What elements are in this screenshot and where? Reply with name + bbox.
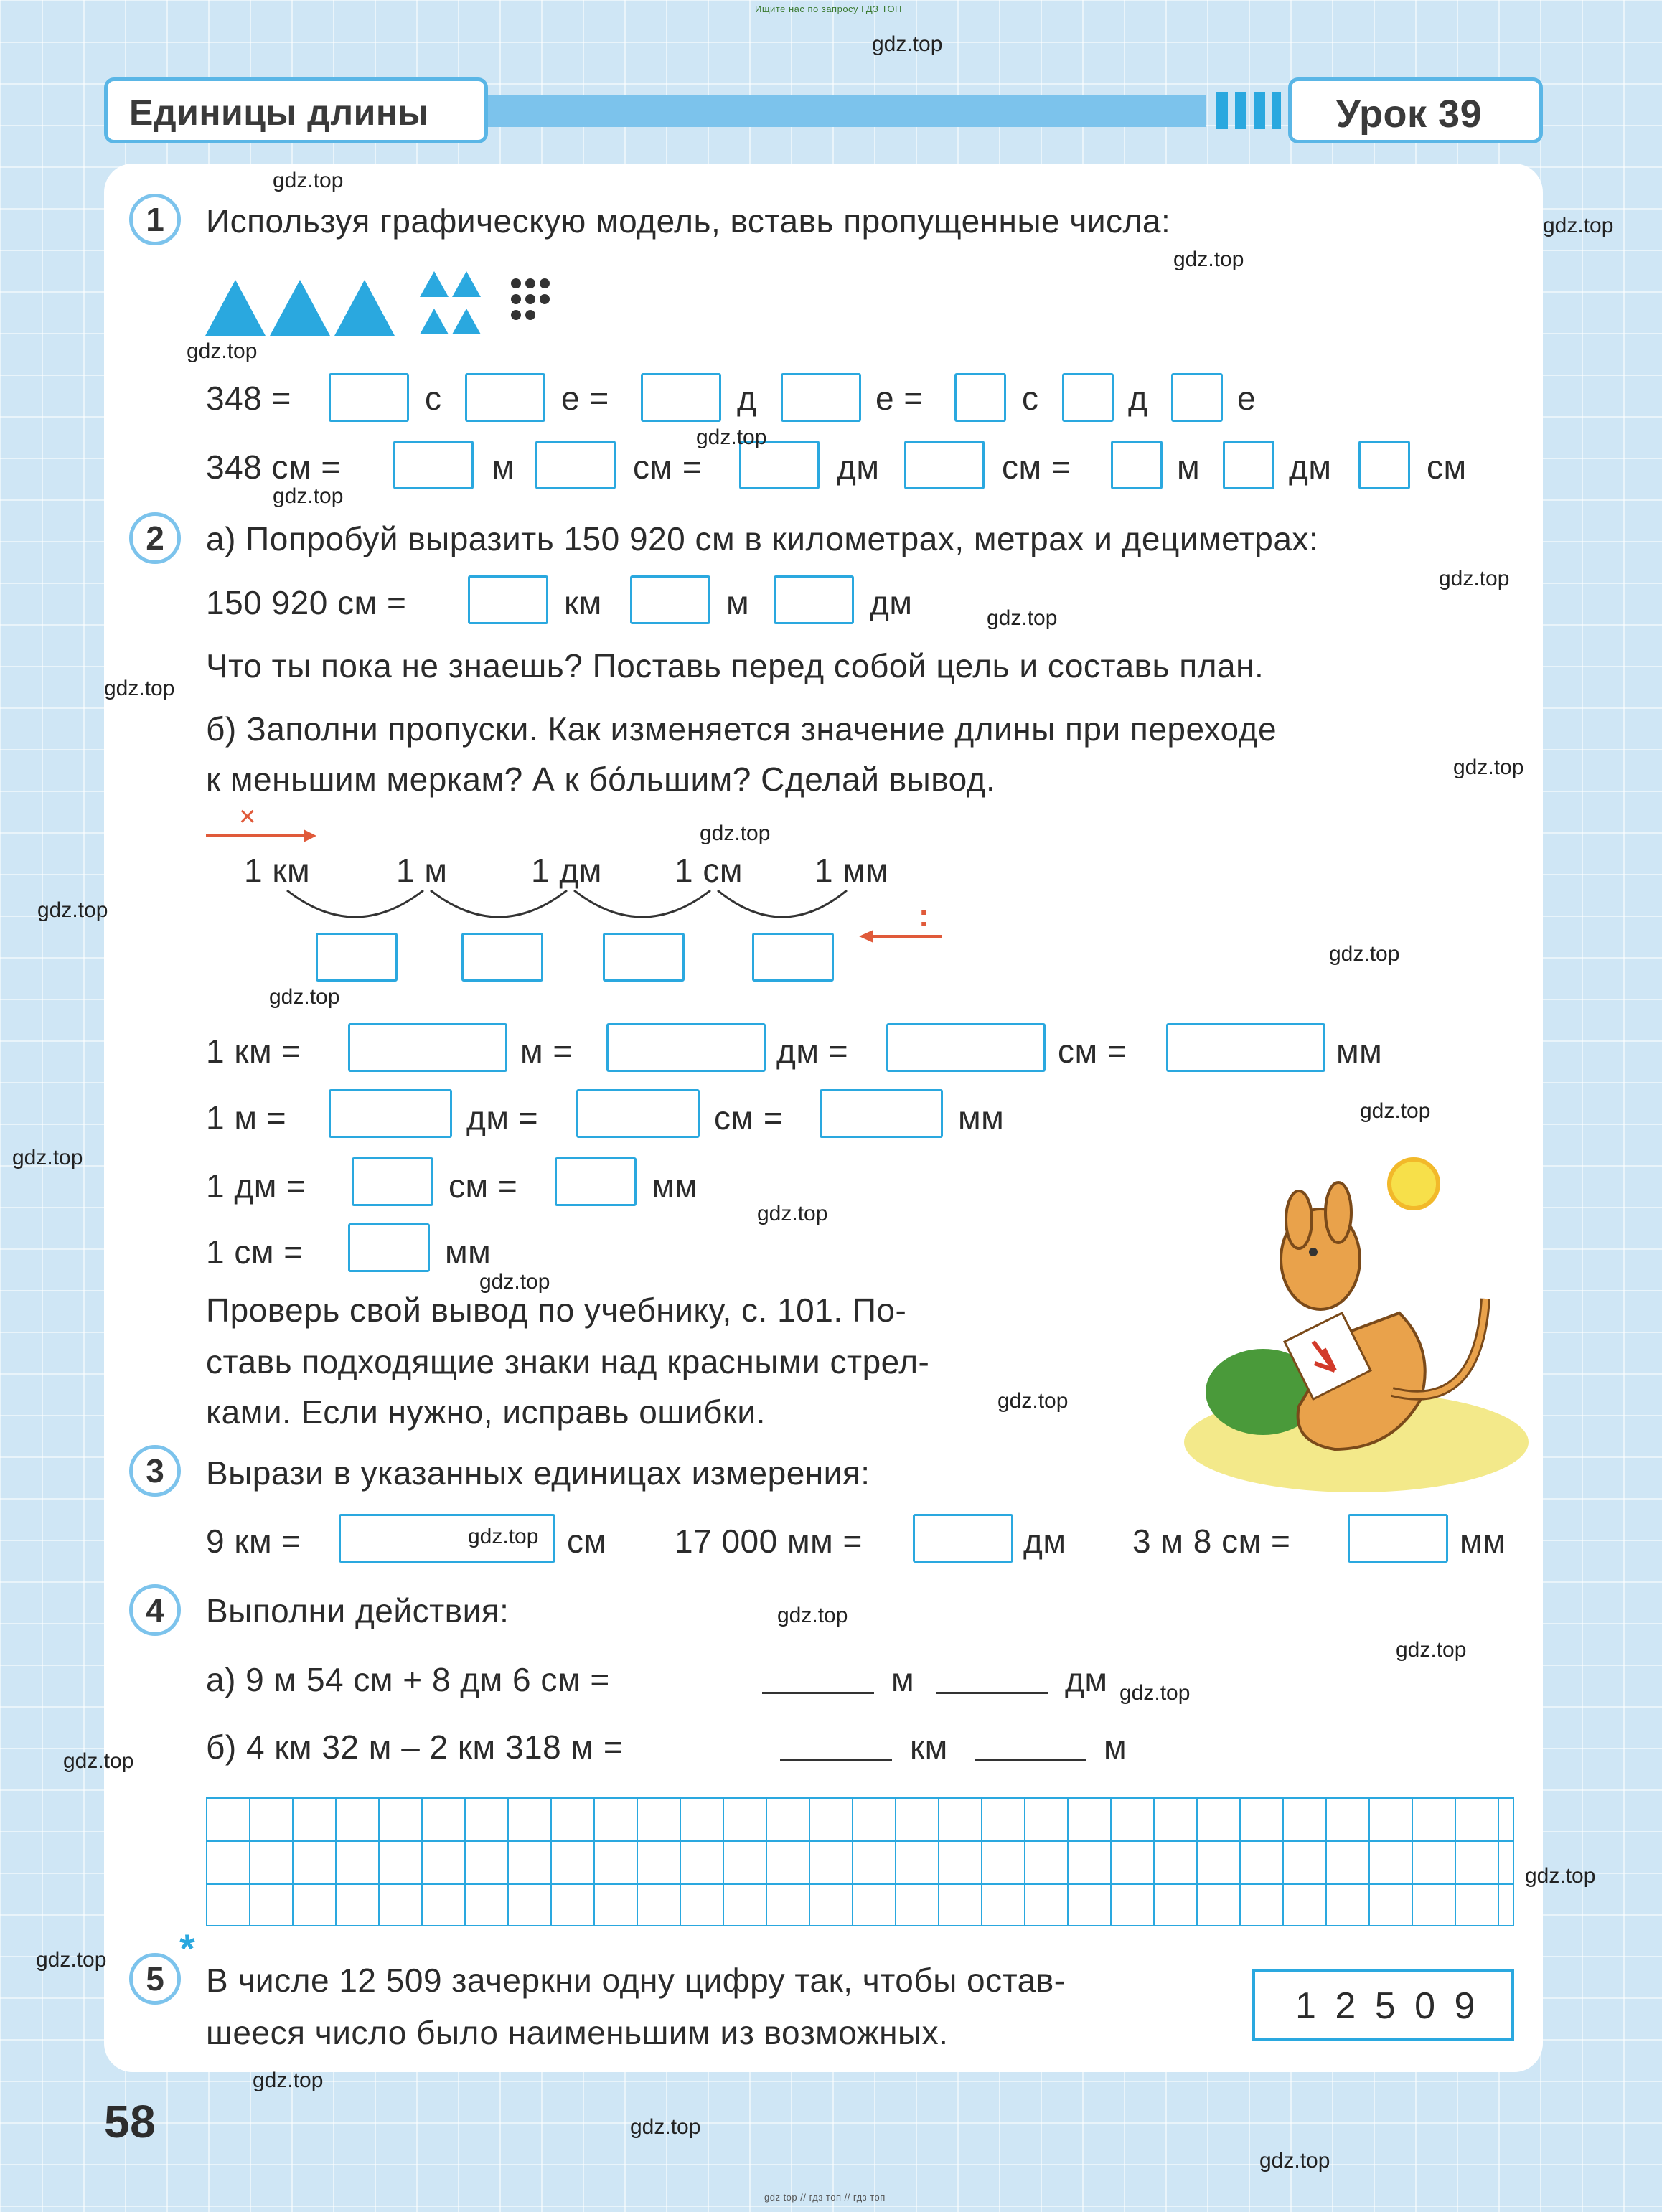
watermark: gdz.top bbox=[630, 2115, 701, 2139]
ex2-a-box2[interactable] bbox=[630, 575, 710, 624]
exercise-3-text: Вырази в указанных единицах измерения: bbox=[206, 1454, 870, 1492]
ex1-r1-unit6: д bbox=[1128, 380, 1148, 417]
conv-r4-u1: мм bbox=[445, 1233, 492, 1271]
ex1-r1-unit4: е = bbox=[875, 380, 924, 417]
conv-r3-box1[interactable] bbox=[352, 1157, 433, 1206]
ex3-item3-start: 3 м 8 см = bbox=[1132, 1522, 1291, 1560]
bottom-note: gdz top // гдз топ // гдз топ bbox=[764, 2192, 886, 2203]
ex2-a-text: а) Попробуй выразить 150 920 см в километрах, метрах и дециметрах: bbox=[206, 520, 1319, 557]
ex2-a-box1[interactable] bbox=[468, 575, 548, 624]
ex1-r2-box1[interactable] bbox=[393, 441, 474, 489]
ex5-star: * bbox=[179, 1926, 196, 1971]
exercise-1-number: 1 bbox=[129, 194, 181, 245]
conv-r2-u3: мм bbox=[958, 1099, 1005, 1136]
conv-r1-box4[interactable] bbox=[1166, 1023, 1325, 1072]
conv-r2-u1: дм = bbox=[466, 1099, 539, 1136]
ex2-a-unit3: дм bbox=[870, 584, 913, 621]
exercise-3-number: 3 bbox=[129, 1445, 181, 1497]
check-line3: ками. Если нужно, исправь ошибки. bbox=[206, 1393, 766, 1431]
conv-r2-box3[interactable] bbox=[820, 1089, 943, 1138]
ex1-r1-unit1: с bbox=[425, 380, 442, 417]
ex1-r1-box6[interactable] bbox=[1062, 373, 1114, 422]
watermark: gdz.top bbox=[273, 169, 344, 192]
watermark: gdz.top bbox=[253, 2069, 324, 2092]
exercise-5-number: 5 bbox=[129, 1953, 181, 2005]
ex1-r1-unit2: е = bbox=[561, 380, 609, 417]
ex1-r1-unit7: е bbox=[1237, 380, 1257, 417]
scale-box1[interactable] bbox=[316, 933, 398, 982]
watermark: gdz.top bbox=[1396, 1638, 1467, 1662]
ex2-b-line2: к меньшим меркам? А к бо́льшим? Сделай вывод. bbox=[206, 761, 996, 798]
watermark: gdz.top bbox=[777, 1604, 848, 1627]
exercise-4-text: Выполни действия: bbox=[206, 1592, 510, 1629]
answer-grid[interactable] bbox=[206, 1797, 1514, 1926]
conv-r3-box2[interactable] bbox=[555, 1157, 637, 1206]
ex1-row1-start: 348 = bbox=[206, 380, 291, 417]
watermark: gdz.top bbox=[12, 1146, 83, 1169]
check-line1: Проверь свой вывод по учебнику, с. 101. По- bbox=[206, 1291, 907, 1329]
conv-r1-box3[interactable] bbox=[886, 1023, 1046, 1072]
conv-r1-u1: м = bbox=[520, 1032, 573, 1070]
ex4-a-unit1: м bbox=[891, 1661, 915, 1698]
exercise-1-text: Используя графическую модель, вставь пропущенные числа: bbox=[206, 202, 1171, 240]
watermark: gdz.top bbox=[1119, 1681, 1191, 1705]
watermark: gdz.top bbox=[104, 677, 175, 700]
ex4-b-unit1: км bbox=[910, 1728, 948, 1766]
watermark: gdz.top bbox=[987, 606, 1058, 630]
right-arrow-icon bbox=[205, 825, 319, 847]
watermark: gdz.top bbox=[37, 898, 108, 922]
ex2-question: Что ты пока не знаешь? Поставь перед собой цель и составь план. bbox=[206, 647, 1264, 684]
ex3-item2-start: 17 000 мм = bbox=[675, 1522, 863, 1560]
ex4-b-unit2: м bbox=[1104, 1728, 1127, 1766]
conv-r2-box1[interactable] bbox=[329, 1089, 452, 1138]
ex1-r1-box2[interactable] bbox=[465, 373, 545, 422]
conv-r3-u1: см = bbox=[449, 1167, 518, 1205]
scale-cm: 1 см bbox=[675, 852, 743, 889]
ex3-item1-unit: см bbox=[567, 1522, 607, 1560]
watermark: gdz.top bbox=[468, 1525, 539, 1548]
ex1-r2-box4[interactable] bbox=[904, 441, 985, 489]
ex2-a-unit1: км bbox=[564, 584, 602, 621]
ex4-b-blank2[interactable] bbox=[975, 1759, 1086, 1761]
watermark: gdz.top bbox=[872, 32, 943, 56]
conv-r2-start: 1 м = bbox=[206, 1099, 287, 1136]
scale-box2[interactable] bbox=[461, 933, 543, 982]
lesson-label: Урок 39 bbox=[1336, 93, 1483, 136]
div-sign: : bbox=[919, 898, 930, 933]
conv-r1-box1[interactable] bbox=[348, 1023, 507, 1072]
ex1-r2-box2[interactable] bbox=[535, 441, 616, 489]
ex5-line1: В числе 12 509 зачеркни одну цифру так, чтобы остав- bbox=[206, 1962, 1066, 1999]
ex1-r2-unit2: см = bbox=[633, 448, 703, 486]
ex2-a-unit2: м bbox=[726, 584, 750, 621]
watermark: gdz.top bbox=[1360, 1099, 1431, 1123]
watermark: gdz.top bbox=[1439, 567, 1510, 590]
ex1-r2-box5[interactable] bbox=[1111, 441, 1163, 489]
ex1-r2-box6[interactable] bbox=[1223, 441, 1274, 489]
mult-sign: × bbox=[239, 801, 256, 832]
watermark: gdz.top bbox=[63, 1749, 134, 1773]
section-title: Единицы длины bbox=[129, 93, 429, 133]
watermark: gdz.top bbox=[757, 1202, 828, 1225]
header-bar bbox=[481, 95, 1206, 127]
ex3-item2-unit: дм bbox=[1023, 1522, 1066, 1560]
ex1-r1-unit5: с bbox=[1022, 380, 1039, 417]
ex5-line2: шееся число было наименьшим из возможных. bbox=[206, 2014, 949, 2051]
ex1-r1-box7[interactable] bbox=[1171, 373, 1223, 422]
ex3-item2-box[interactable] bbox=[913, 1514, 1013, 1563]
watermark: gdz.top bbox=[1173, 248, 1244, 271]
watermark: gdz.top bbox=[1259, 2149, 1330, 2173]
ex1-r2-unit1: м bbox=[492, 448, 515, 486]
watermark: gdz.top bbox=[187, 339, 258, 363]
conv-r1-u4: мм bbox=[1336, 1032, 1383, 1070]
watermark: gdz.top bbox=[700, 822, 771, 845]
watermark: gdz.top bbox=[273, 484, 344, 508]
ex1-row2-start: 348 см = bbox=[206, 448, 341, 486]
watermark: gdz.top bbox=[1543, 214, 1614, 237]
conv-r1-start: 1 км = bbox=[206, 1032, 301, 1070]
watermark: gdz.top bbox=[1525, 1864, 1596, 1888]
watermark: gdz.top bbox=[696, 425, 767, 449]
ex3-item1-start: 9 км = bbox=[206, 1522, 301, 1560]
scale-m: 1 м bbox=[396, 852, 448, 889]
ex3-item3-unit: мм bbox=[1460, 1522, 1506, 1560]
conv-r1-box2[interactable] bbox=[606, 1023, 766, 1072]
watermark: gdz.top bbox=[36, 1948, 107, 1972]
ex1-r1-box4[interactable] bbox=[781, 373, 861, 422]
conv-r4-start: 1 см = bbox=[206, 1233, 304, 1271]
ex1-r1-unit3: д bbox=[737, 380, 757, 417]
watermark: gdz.top bbox=[479, 1270, 550, 1294]
ex1-r2-box7[interactable] bbox=[1358, 441, 1410, 489]
left-arrow-icon bbox=[858, 926, 944, 947]
graphic-model bbox=[201, 265, 574, 344]
ex1-r2-unit7: см bbox=[1427, 448, 1467, 486]
ex1-r1-box5[interactable] bbox=[954, 373, 1006, 422]
check-line2: ставь подходящие знаки над красными стрел- bbox=[206, 1343, 930, 1380]
ex3-item3-box[interactable] bbox=[1348, 1514, 1448, 1563]
ex4-a-blank2[interactable] bbox=[936, 1692, 1048, 1694]
scale-box3[interactable] bbox=[603, 933, 685, 982]
ex1-r1-box1[interactable] bbox=[329, 373, 409, 422]
header-stripes bbox=[1216, 92, 1281, 129]
ex1-r2-unit4: см = bbox=[1002, 448, 1071, 486]
exercise-4-number: 4 bbox=[129, 1584, 181, 1636]
ex2-a-box3[interactable] bbox=[774, 575, 854, 624]
exercise-2-number: 2 bbox=[129, 512, 181, 564]
kangaroo-illustration bbox=[1177, 1134, 1536, 1500]
conv-r3-start: 1 дм = bbox=[206, 1167, 306, 1205]
conv-r4-box1[interactable] bbox=[348, 1223, 430, 1272]
scale-mm: 1 мм bbox=[814, 852, 889, 889]
ex1-r1-box3[interactable] bbox=[641, 373, 721, 422]
ex4-b-start: б) 4 км 32 м – 2 км 318 м = bbox=[206, 1728, 624, 1766]
scale-dm: 1 дм bbox=[531, 852, 602, 889]
watermark: gdz.top bbox=[997, 1389, 1069, 1413]
ex2-b-line1: б) Заполни пропуски. Как изменяется значение длины при переходе bbox=[206, 710, 1277, 748]
ex4-a-blank1[interactable] bbox=[762, 1692, 874, 1694]
scale-km: 1 км bbox=[244, 852, 311, 889]
conv-r2-box2[interactable] bbox=[576, 1089, 700, 1138]
ex1-r2-unit3: дм bbox=[837, 448, 880, 486]
watermark: gdz.top bbox=[1329, 942, 1400, 966]
page-number: 58 bbox=[104, 2096, 156, 2147]
scale-box4[interactable] bbox=[752, 933, 834, 982]
conv-r3-u2: мм bbox=[652, 1167, 698, 1205]
ex2-a-start: 150 920 см = bbox=[206, 584, 407, 621]
top-note: Ищите нас по запросу ГДЗ ТОП bbox=[755, 4, 902, 14]
conv-r1-u2: дм = bbox=[776, 1032, 849, 1070]
ex4-a-unit2: дм bbox=[1065, 1661, 1108, 1698]
watermark: gdz.top bbox=[269, 985, 340, 1009]
conv-r2-u2: см = bbox=[714, 1099, 784, 1136]
scale-arcs bbox=[280, 886, 854, 936]
ex5-number[interactable]: 1 2 5 0 9 bbox=[1295, 1985, 1480, 2027]
watermark: gdz.top bbox=[1453, 756, 1524, 779]
conv-r1-u3: см = bbox=[1058, 1032, 1127, 1070]
ex4-b-blank1[interactable] bbox=[780, 1759, 892, 1761]
ex1-r2-unit5: м bbox=[1177, 448, 1201, 486]
ex4-a-start: а) 9 м 54 см + 8 дм 6 см = bbox=[206, 1661, 610, 1698]
ex1-r2-unit6: дм bbox=[1289, 448, 1332, 486]
